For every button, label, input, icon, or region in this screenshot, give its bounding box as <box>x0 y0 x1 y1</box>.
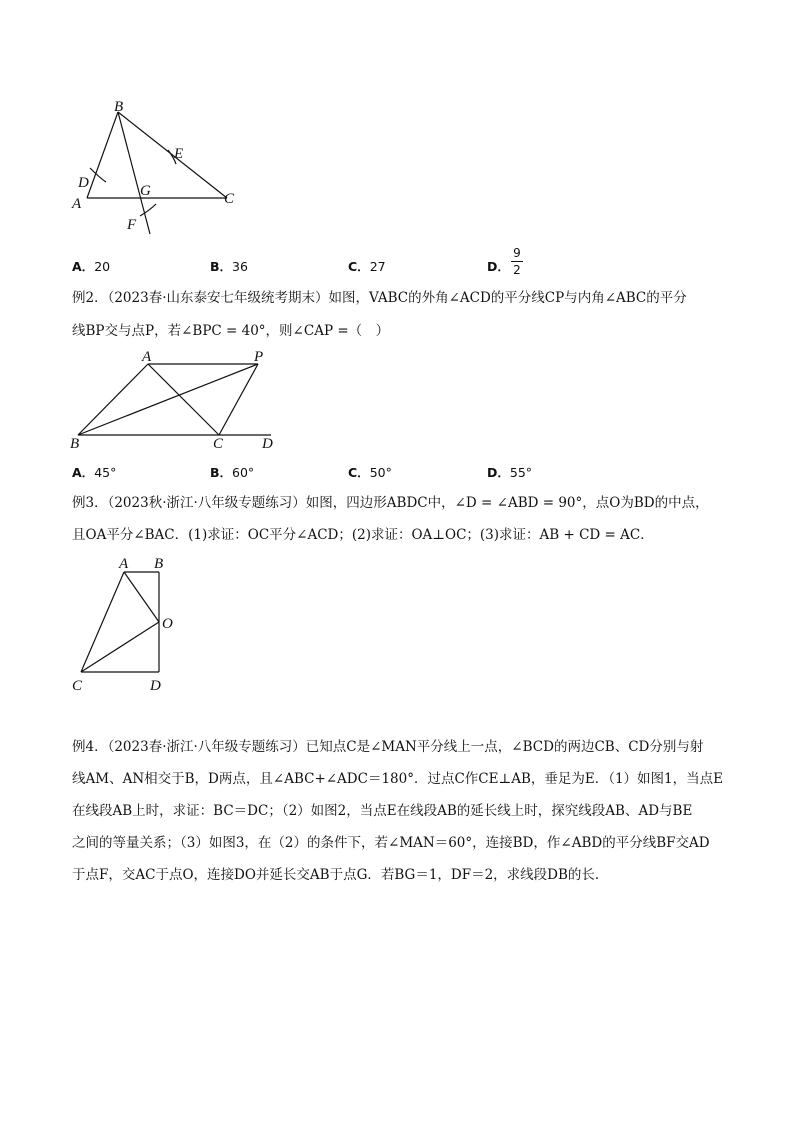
line-ao <box>124 572 159 622</box>
option-d <box>487 257 510 275</box>
fraction-denominator: 2 <box>513 263 521 277</box>
ex2-option-b-value: 60° <box>232 465 255 480</box>
option-d-fraction <box>511 246 523 277</box>
label-g: G <box>140 183 151 199</box>
label-a: A <box>142 349 152 365</box>
label-a: A <box>119 556 129 572</box>
label-d: D <box>262 436 273 452</box>
line-co <box>81 622 159 672</box>
side-ab <box>87 112 118 198</box>
option-a <box>72 257 110 275</box>
figure-2-parallelogram <box>66 348 286 452</box>
label-c: C <box>72 678 83 694</box>
label-b: B <box>70 436 80 452</box>
line-ba <box>78 364 148 435</box>
option-a-value: 20 <box>94 259 111 274</box>
ex4-line-3: 在线段AB上时，求证：BC＝DC；（2）如图2，当点E在线段AB的延长线上时，探究线段AB、AD与BE <box>72 803 693 819</box>
ex3-line-2: 且OA平分∠BAC．(1)求证：OC平分∠ACD；(2)求证：OA⊥OC；(3)求证：AB + CD = AC． <box>72 527 654 543</box>
line-bf <box>118 112 150 234</box>
option-b-value: 36 <box>232 259 248 274</box>
ex2-option-c <box>348 463 392 481</box>
figure-3-quadrilateral <box>66 552 186 696</box>
label-b: B <box>154 556 164 572</box>
side-bc <box>118 112 227 198</box>
arc-d <box>90 168 106 182</box>
ex2-line-2: 线BP交与点P，若∠BPC = 40°，则∠CAP =（ ） <box>72 323 390 339</box>
ex2-line-1: 例2．（2023春·山东泰安七年级统考期末）如图，VABC的外角∠ACD的平分线CP与内角∠ABC的平分 <box>72 290 687 306</box>
ex2-option-d-value: 55° <box>509 465 533 480</box>
option-d-letter: D． <box>487 259 510 274</box>
line-ac <box>148 364 219 435</box>
ex3-line-1: 例3．（2023秋·浙江·八年级专题练习）如图，四边形ABDC中，∠D = ∠ABD = 90°，点O为BD的中点， <box>72 495 709 511</box>
ex4-line-5: 于点F，交AC于点O，连接DO并延长交AB于点G．若BG＝1，DF＝2，求线段DB的长． <box>72 867 609 883</box>
option-c-letter: C． <box>348 259 370 274</box>
option-c-value: 27 <box>369 259 386 274</box>
figure-1-triangle <box>60 98 250 238</box>
label-b: B <box>114 99 124 115</box>
ex2-option-b-letter: B． <box>210 465 233 480</box>
ex2-option-a <box>72 463 116 481</box>
ex4-line-1: 例4．（2023春·浙江·八年级专题练习）已知点C是∠MAN平分线上一点，∠BCD的两边CB、CD分别与射 <box>72 739 704 755</box>
label-e: E <box>174 146 184 162</box>
label-p: P <box>254 349 264 365</box>
ex2-option-d-letter: D． <box>487 465 510 480</box>
ex4-line-2: 线AM、AN相交于B，D两点，且∠ABC+∠ADC＝180°．过点C作CE⊥AB，垂足为E．（1）如图1，当点E <box>72 771 723 787</box>
label-f: F <box>127 217 137 233</box>
ex4-line-4: 之间的等量关系；（3）如图3，在（2）的条件下，若∠MAN＝60°，连接BD，作∠ABD的平分线BF交AD <box>72 835 710 851</box>
option-b-letter: B． <box>210 259 233 274</box>
ex2-option-c-value: 50° <box>369 465 392 480</box>
ex2-option-a-value: 45° <box>94 465 117 480</box>
label-d: D <box>78 175 89 191</box>
ex2-option-c-letter: C． <box>348 465 370 480</box>
line-bp <box>78 364 258 435</box>
label-a: A <box>72 196 82 212</box>
line-cp <box>219 364 258 435</box>
ex2-option-d <box>487 463 532 481</box>
label-o: O <box>162 616 173 632</box>
line-ac <box>81 572 124 672</box>
label-d: D <box>150 678 161 694</box>
ex2-option-a-letter: A． <box>72 465 95 480</box>
option-a-letter: A． <box>72 259 95 274</box>
label-c: C <box>213 436 224 452</box>
ex2-option-b <box>210 463 254 481</box>
label-c: C <box>224 191 235 207</box>
option-b <box>210 257 248 275</box>
fraction-numerator: 9 <box>513 246 521 260</box>
fraction-bar <box>511 261 523 262</box>
option-c <box>348 257 386 275</box>
